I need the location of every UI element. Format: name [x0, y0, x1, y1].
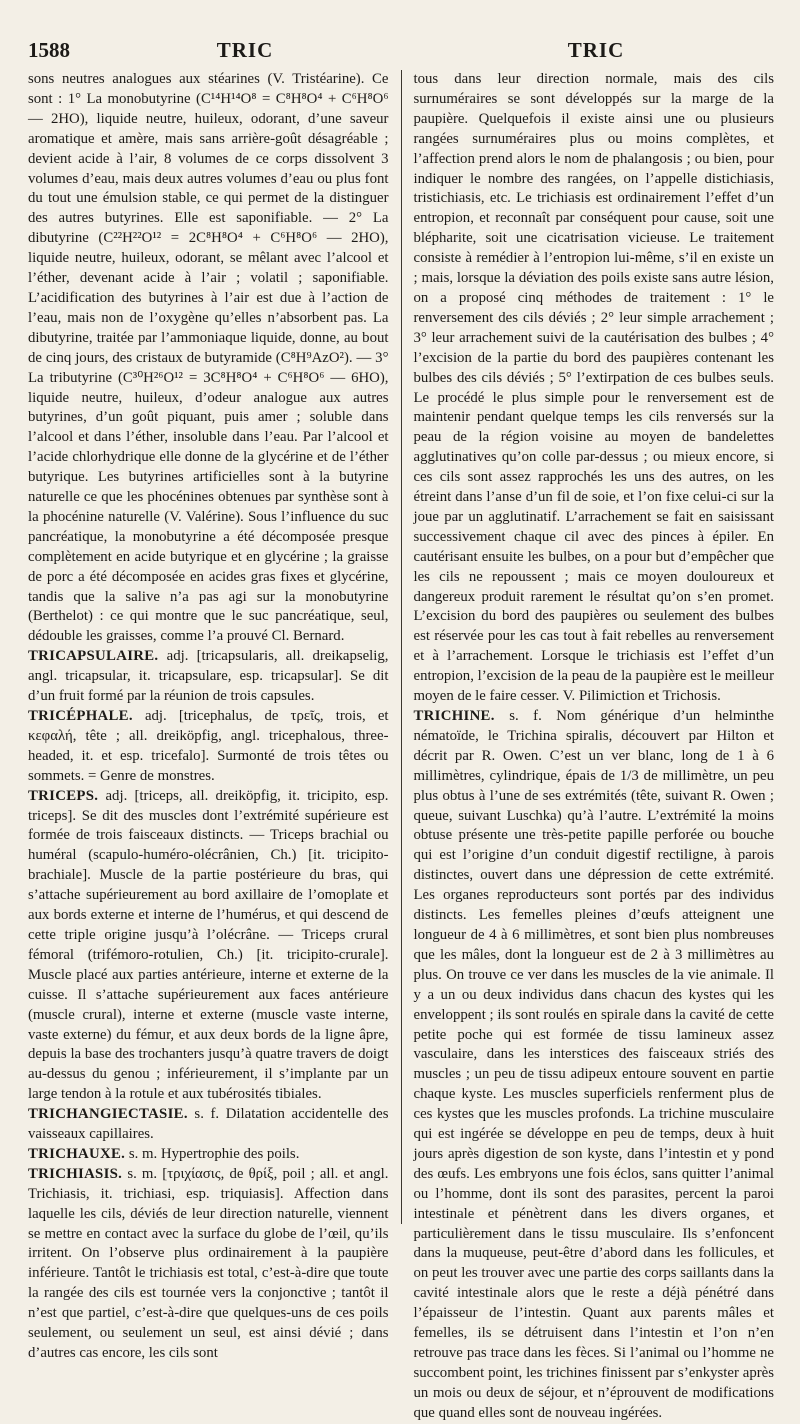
entry-trichangiectasie: TRICHANGIECTASIE. s. f. Dilatation accidentelle des vaisseaux capillaires. — [28, 1106, 389, 1143]
text-columns — [28, 70, 774, 1421]
headword: TRICAPSULAIRE. — [28, 648, 159, 665]
entry-trichine: TRICHINE. s. f. Nom générique d’un helminthe nématoïde, le Trichina spiralis, découvert par Hilton et décrit par R. Owen. C’est un ver blanc, long de 1 à 6 millimètres, cylindrique, épais de 1/3 de millimètre, un peu plus obtus à l’une de ses extrémités (tête, suivant R. Owen ; queue, suivant Luschka) qu’à l’autre. L’extrémité la moins obtuse présente une très-petite papille perforée ou bouche qui est l’origine d’un conduit digestif rectiligne, à parois distinctes, ouvert dans une dépression de cette extrémité. Les organes reproducteurs sont portés par des individus distincts. Les femelles pleines d’œufs atteignent une longueur de 4 à 6 millimètres, et sont bien plus nombreuses que les mâles, dont la longueur est de 2 à 3 millimètres au plus. On trouve ce ver dans les muscles de la vie animale. Il y a un ou deux individus dans chacun des kystes qui les enveloppent ; ils sont roulés en spirale dans la cavité de cette petite poche qui est formée de tissu lamineux assez vasculaire, dans les interstices des faisceaux striés des muscles ; un peu de tissu adipeux entoure souvent en partie chaque kyste. Les muscles superficiels renferment plus de ces kystes que les muscles profonds. La trichine musculaire qui est ingérée se développe en peu de temps, deux à huit jours après digestion de son kyste, dans l’intestin et y pond des œufs. Les embryons une fois éclos, sans quitter l’animal ou l’homme, dont ils sont des parasites, percent la paroi intestinale et pénètrent dans les divers organes, et particulièrement dans le tissu musculaire. Ils s’enfoncent dans la muqueuse, peut-être d’abord dans les follicules, et on peut les trouver avec une partie des corps saillants dans la cavité intestinale alors que le reste a déjà pénétré dans l’épaisseur de l’intestin. Quant aux parents mâles et femelles, ils se détruisent dans l’intestin et l’on n’en retrouve pas trace dans les fèces. Si l’animal ou l’homme ne succombent point, les trichines finissent par s’enkyster après un mois ou deux de séjour, et n’éprouvent de modifications que quand elles sont de nouveau ingérées. — [413, 708, 774, 1421]
headword: TRICÉPHALE. — [28, 708, 133, 724]
page-number: 1588 — [28, 37, 70, 62]
headword: TRICEPS. — [28, 787, 99, 804]
entry-trichiasis: TRICHIASIS. s. m. [τριχίασις, de θρίξ, poil ; all. et angl. Trichiasis, it. trichiasi, esp. triquiasis]. Affection dans laquelle les cils, déviés de leur direction naturelle, viennent se mettre en contact avec la surface du globe de l’œil, qu’ils irritent. On l’observe plus ordinairement à la paupière inférieure. Tantôt le trichiasis est total, c’est-à-dire que toute la rangée des cils est tournée vers la conjonctive ; tantôt il n’est que partiel, c’est-à-dire que quelques-uns de ces poils seulement, ou seulement un seul, est ainsi dévié ; dans d’autres cas encore, les cils sont — [28, 1165, 389, 1361]
headword: TRICHINE. — [413, 708, 495, 724]
headword: TRICHAUXE. — [28, 1145, 126, 1162]
paragraph: sons neutres analogues aux stéarines (V. Tristéarine). Ce sont : 1° La monobutyrine (C¹⁴H¹⁴O⁸ = C⁸H⁸O⁴ + C⁶H⁸O⁶ — 2HO), liquide neutre, huileux, odorant, d’une saveur aromatique et amère, mais sans arrière-goût désagréable ; devient acide à l’air, 8 volumes de ce corps dissolvent 3 volumes d’eau, mais deux autres volumes d’eau ou plus font du tout une émulsion stable, ce qui permet de la distinguer des autres butyrines. Elle est saponifiable. — 2° La dibutyrine (C²²H²²O¹² = 2C⁸H⁸O⁴ + C⁶H⁸O⁶ — 2HO), liquide neutre, huileux, odorant, se mêlant avec l’alcool et l’éther, devenant acide à l’air ; volatil ; saponifiable. L’acidification des butyrines à l’air est due à l’action de l’eau, mais non de l’oxygène qu’elles n’absorbent pas. La dibutyrine, traitée par l’ammoniaque liquide, donne, au bout de cinq jours, des cristaux de butyramide (C⁸H⁹AzO²). — 3° La tributyrine (C³⁰H²⁶O¹² = 3C⁸H⁸O⁴ + C⁶H⁸O⁶ — 6HO), liquide neutre, huileux, d’odeur analogue aux autres butyrines, d’un goût piquant, puis amer ; soluble dans l’alcool et dans l’éther, insoluble dans l’eau. Par l’alcool et l’acide chlorhydrique elle donne de la glycérine et de l’éther butyrique. Les butyrines artificielles sont à la butyrine naturelle ce que les phocénines obtenues par synthèse sont à la phocénine naturelle (V. Valérine). Sous l’influence du suc pancréatique, la monobutyrine a été décomposée presque complètement en acide butyrique et en glycérine ; la graisse de porc a été décomposée en acides gras fixes et glycérine, tandis que la salive n’a pas agi sur la monobutyrine (Berthelot) : ce qui montre que le suc pancréatique, seul, dédouble les graisses, comme l’a prouvé Cl. Bernard. — [28, 71, 389, 645]
paragraph: tous dans leur direction normale, mais des cils surnuméraires se sont développés sur la marge de la paupière. Quelquefois il existe ainsi une ou plusieurs rangées surnuméraires plus ou moins complètes, et l’affection prend alors le nom de phalangosis ; ou bien, pour indiquer le nombre des rangées, on l’appelle distichiasis, tristichiasis, etc. Le trichiasis est ordinairement l’effet d’un entropion, et reconnaît par conséquent pour cause, soit une blépharite, soit une cicatrisation vicieuse. Le traitement consiste à remédier à l’entropion lui-même, s’il en existe un ; mais, lorsque la déviation des poils existe sans autre lésion, on a proposé cinq méthodes de traitement : 1° le renversement des cils déviés ; 2° leur simple arrachement ; 3° leur arrachement suivi de la cautérisation des bulbes ; 4° l’excision de la partie du bord des paupières contenant les bulbes des cils déviés ; 5° l’extirpation de ces bulbes seuls. Le procédé le plus simple pour le renversement est de maintenir pendant quelque temps les cils renversés sur la peau de la région voisine au moyen de bandelettes agglutinatives qu’on colle par-dessus ; ou mieux encore, si ces cils sont assez rapprochés les uns des autres, on les étreint dans l’anse d’un fil de soie, et l’on fixe celui-ci sur la joue par un agglutinatif. L’arrachement se fait en saisissant successivement chaque cil avec des pinces à épiler. En cautérisant ensuite les bulbes, on a pour but d’empêcher que les cils ne repoussent ; mais ce moyen douloureux et dangereux produit rarement le résultat qu’on s’en promet. L’excision du bord des paupières ou seulement des bulbes est réservée pour les cas tout à fait rebelles au renversement et à l’arrachement. Lorsque le trichiasis est l’effet d’un entropion, l’excision de la peau de la paupière est le meilleur moyen de le faire cesser. V. Pilimiction et Trichosis. — [413, 71, 774, 705]
entry-trichauxe: TRICHAUXE. s. m. Hypertrophie des poils. — [28, 1145, 300, 1162]
page-header — [28, 30, 772, 70]
entry-tricapsulaire: TRICAPSULAIRE. adj. [tricapsularis, all. dreikapselig, angl. tricapsular, it. tricapsulare, esp. tricapsular]. Se dit d’un fruit formé par la réunion de trois capsules. — [28, 648, 389, 705]
left-column — [28, 70, 389, 1361]
right-column — [413, 70, 775, 1421]
column-divider — [401, 70, 402, 1224]
running-head-left: TRIC — [216, 37, 274, 62]
entry-tricephale: TRICÉPHALE. adj. [tricephalus, de τρεῖς, trois, et κεφαλή, tête ; all. dreiköpfig, angl. tricephalous, three-headed, it. et esp. tricefalo]. Surmonté de trois têtes ou sommets. = Genre de monstres. — [28, 708, 389, 784]
running-head-right: TRIC — [567, 37, 625, 62]
entry-triceps: TRICEPS. adj. [triceps, all. dreiköpfig, it. tricipito, esp. triceps]. Se dit des muscles dont l’extrémité supérieure est formée de trois faisceaux distincts. — Triceps brachial ou huméral (scapulo-huméro-olécrânien, Ch.) [it. tricipito-brachiale]. Muscle de la partie postérieure du bras, qui s’attache supérieurement au bord axillaire de l’omoplate et aux bords externe et interne de l’humérus, et qui descend de cette triple origine jusqu’à l’olécrâne. — Triceps crural fémoral (trifémoro-rotulien, Ch.) [it. tricipito-crurale]. Muscle placé aux parties antérieure, interne et externe de la cuisse. Il s’attache supérieurement aux faces antérieure (muscle crural), interne et externe (muscle vaste interne, vaste externe) du fémur, et aux deux bords de la ligne âpre, depuis la base des trochanters jusqu’à quatre travers de doigt au-dessus du genou ; inférieurement, il s’implante par un large tendon à la rotule et aux tubérosités tibiales. — [28, 787, 389, 1103]
headword: TRICHANGIECTASIE. — [28, 1106, 188, 1123]
headword: TRICHIASIS. — [28, 1165, 123, 1182]
